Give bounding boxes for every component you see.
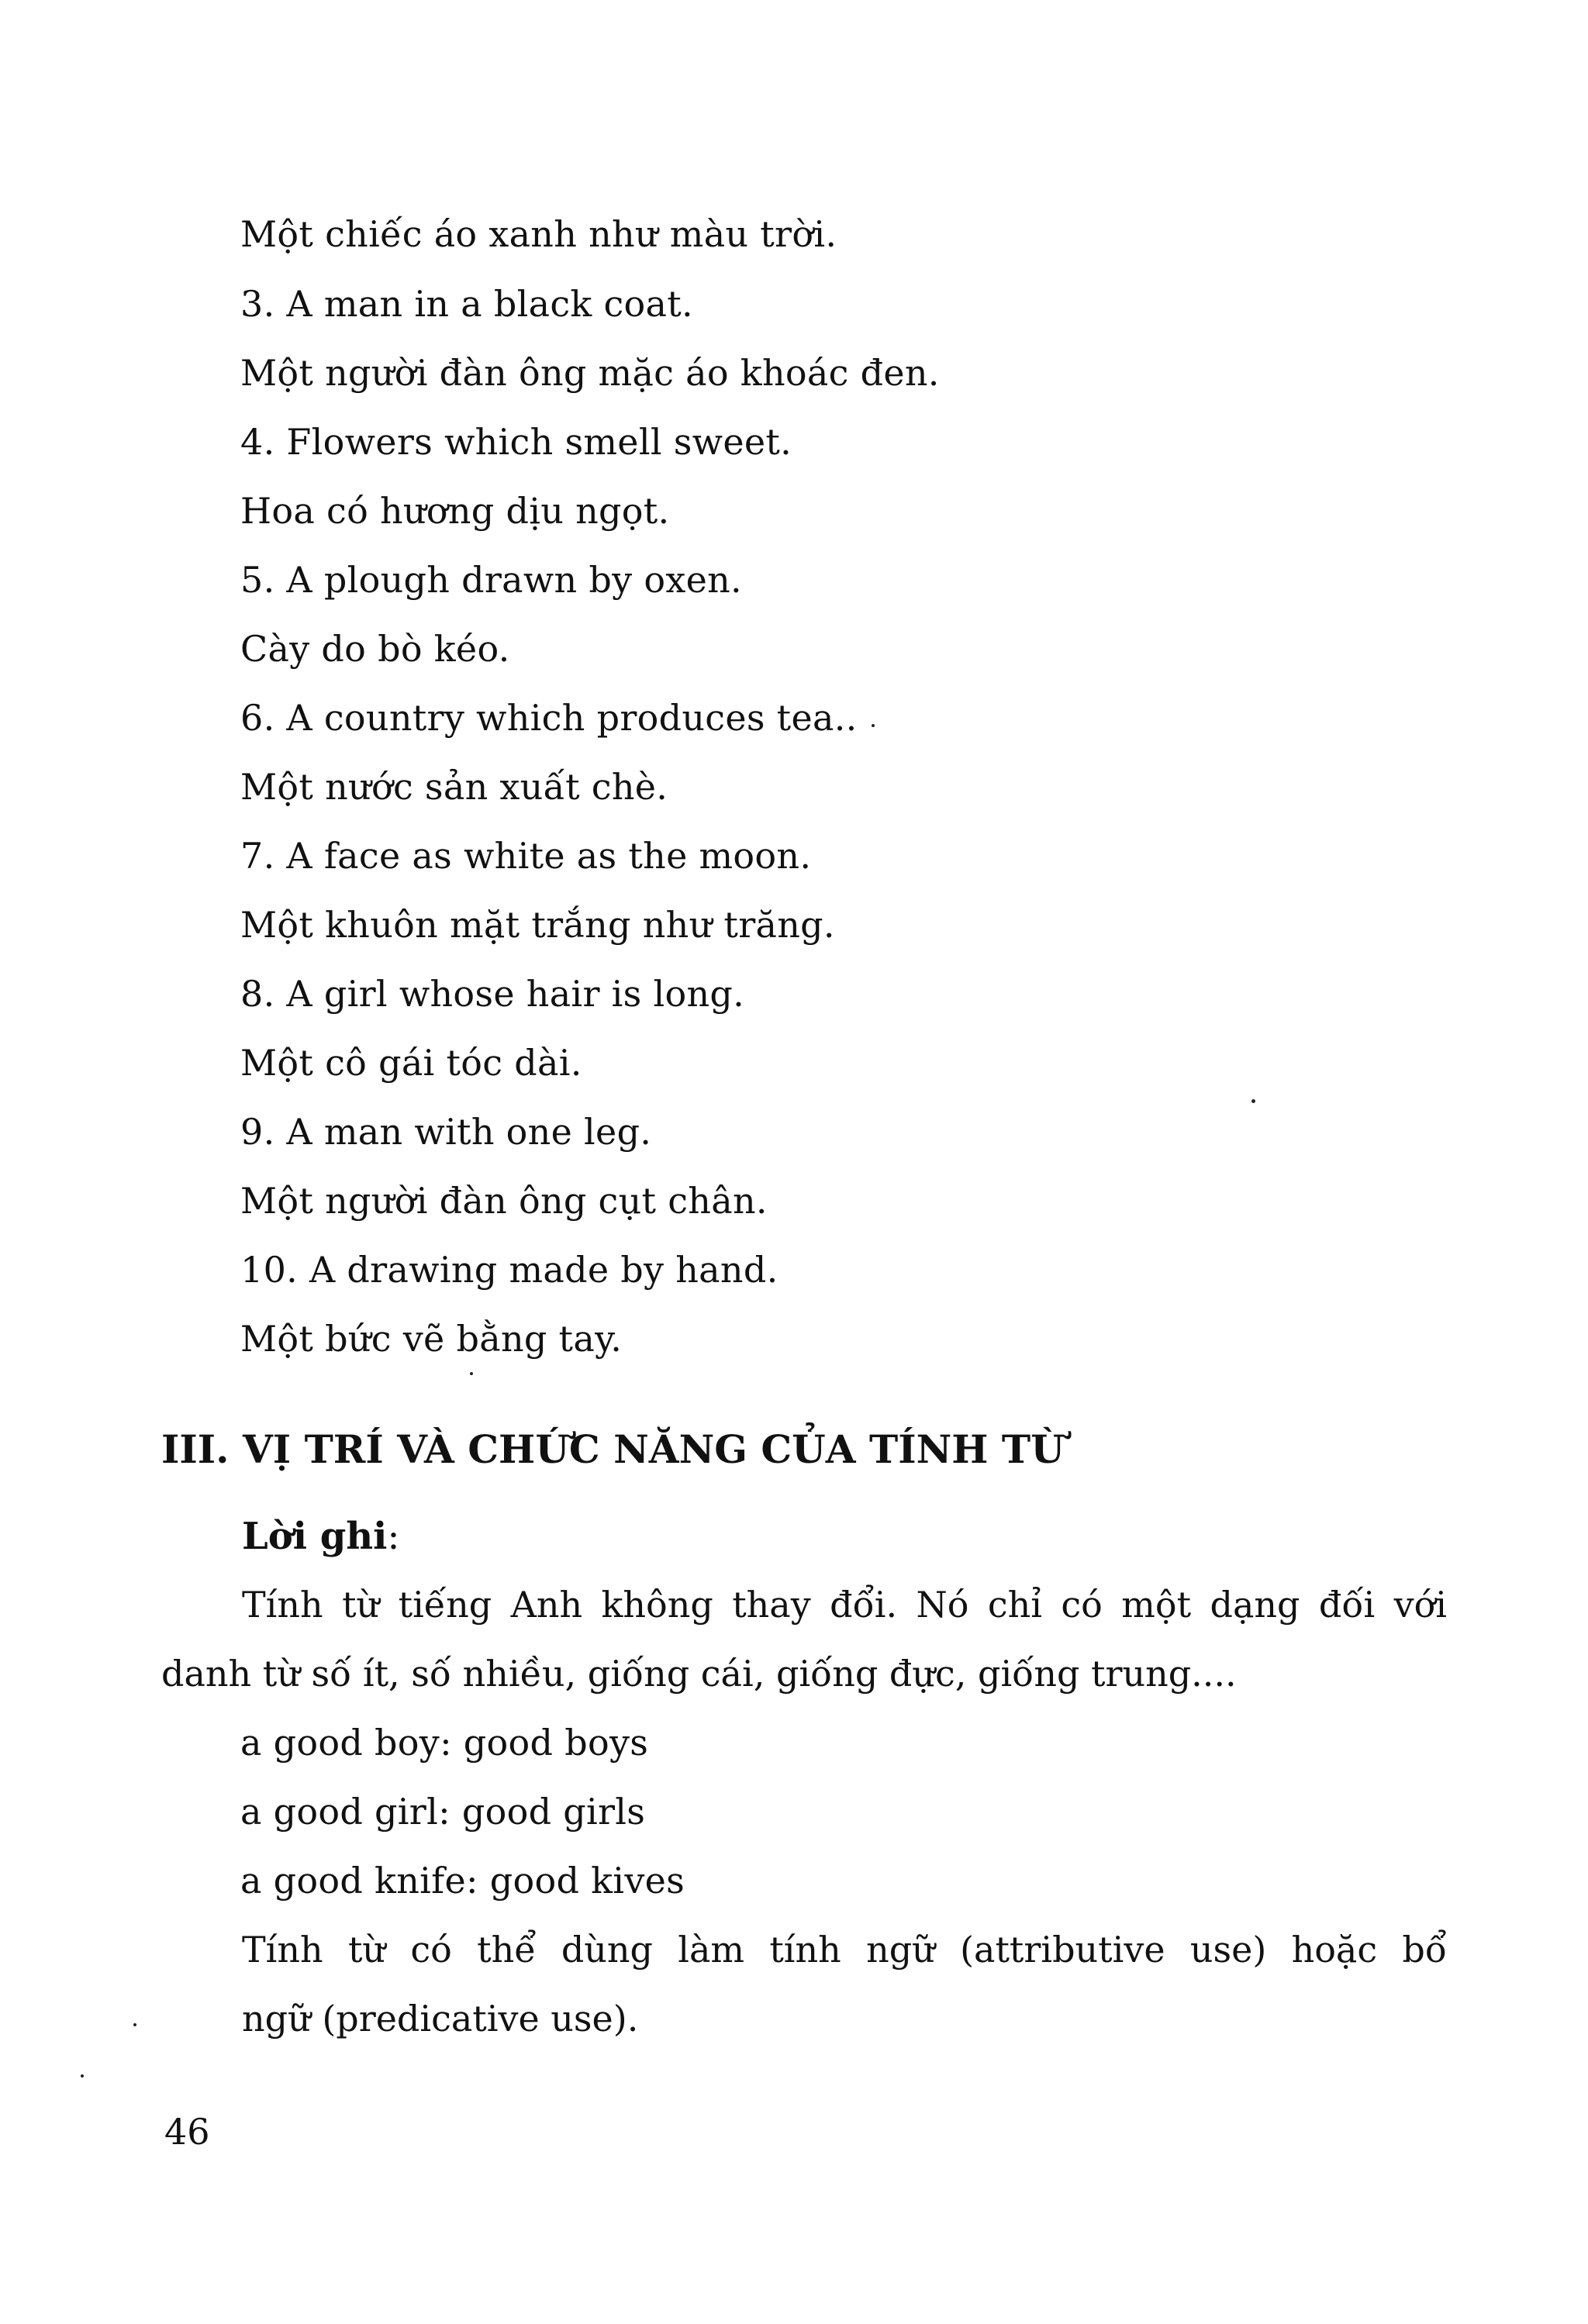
example-line: Một khuôn mặt trắng như trăng. <box>240 904 835 946</box>
scan-speck <box>470 1372 473 1375</box>
example-line: 7. A face as white as the moon. <box>240 835 812 877</box>
sample-line: a good knife: good kives <box>240 1860 685 1902</box>
example-line: 10. A drawing made by hand. <box>240 1249 778 1291</box>
scan-speck <box>1251 1099 1255 1103</box>
scan-speck <box>872 724 875 727</box>
example-line: 6. A country which produces tea.. <box>240 697 858 739</box>
page-number: 46 <box>164 2111 210 2153</box>
example-line: 3. A man in a black coat. <box>240 283 693 325</box>
paragraph-line: ngữ (predicative use). <box>242 1998 639 2040</box>
example-line: 9. A man with one leg. <box>240 1111 652 1153</box>
paragraph-line: Tính từ có thể dùng làm tính ngữ (attributive use) hoặc bổ <box>242 1929 1447 1971</box>
example-line: 5. A plough drawn by oxen. <box>240 559 742 601</box>
note-label-colon: : <box>387 1515 400 1558</box>
example-line: Hoa có hương dịu ngọt. <box>240 490 670 532</box>
paragraph-line: danh từ số ít, số nhiều, giống cái, giống đực, giống trung.... <box>161 1653 1237 1695</box>
note-label-text: Lời ghi <box>242 1515 388 1558</box>
example-line: Một cô gái tóc dài. <box>240 1042 582 1084</box>
sample-line: a good girl: good girls <box>240 1791 646 1833</box>
example-line: Cày do bò kéo. <box>240 628 510 670</box>
scan-speck <box>81 2074 84 2077</box>
example-line: Một nước sản xuất chè. <box>240 766 668 808</box>
example-line: Một bức vẽ bằng tay. <box>240 1318 623 1360</box>
sample-line: a good boy: good boys <box>240 1722 649 1764</box>
note-label <box>242 1513 400 1560</box>
scan-speck <box>133 2023 136 2026</box>
paragraph-line: Tính từ tiếng Anh không thay đổi. Nó chỉ có một dạng đối với <box>242 1584 1447 1626</box>
example-line: Một chiếc áo xanh như màu trời. <box>240 213 837 255</box>
example-line: 8. A girl whose hair is long. <box>240 973 745 1015</box>
section-heading: III. VỊ TRÍ VÀ CHỨC NĂNG CỦA TÍNH TỪ <box>161 1426 1065 1472</box>
example-line: 4. Flowers which smell sweet. <box>240 421 792 463</box>
example-line: Một người đàn ông cụt chân. <box>240 1180 768 1222</box>
example-line: Một người đàn ông mặc áo khoác đen. <box>240 352 940 394</box>
